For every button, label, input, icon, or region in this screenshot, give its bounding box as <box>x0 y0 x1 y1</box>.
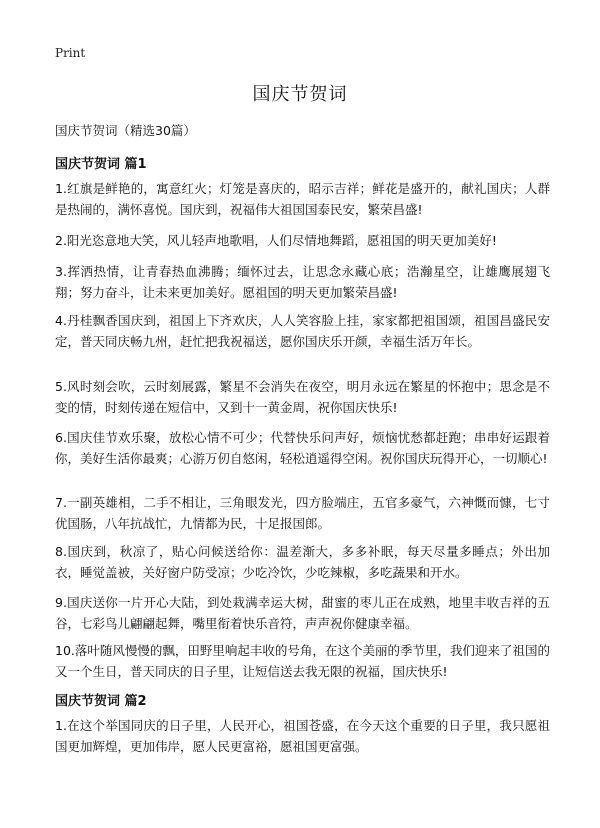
greeting-paragraph: 7.一副英雄相，二手不相让，三角眼发光，四方脸端庄，五官多豪气，六神慨而慷，七寸优国肠，八年抗战忙，九情都为民，十足报国郎。 <box>55 495 550 531</box>
greeting-paragraph: 10.落叶随风慢慢的飘，田野里响起丰收的号角，在这个美丽的季节里，我们迎来了祖国的又一个生日，普天同庆的日子里，让短信送去我无限的祝福，国庆快乐! <box>55 643 550 679</box>
document-subtitle: 国庆节贺词（精选30篇） <box>55 123 196 138</box>
greeting-paragraph: 9.国庆送你一片开心大陆，到处栽满幸运大树，甜蜜的枣儿正在成熟，地里丰收吉祥的五谷，七彩鸟儿翩翩起舞，嘴里衔着快乐音符，声声祝你健康幸福。 <box>55 595 550 631</box>
greeting-paragraph: 1.在这个举国同庆的日子里，人民开心，祖国苍盛，在今天这个重要的日子里，我只愿祖国更加辉煌，更加伟岸，愿人民更富裕，愿祖国更富强。 <box>55 718 550 754</box>
greeting-paragraph: 5.风时刻会吹，云时刻展露，繁星不会消失在夜空，明月永远在繁星的怀抱中；思念是不变的情，时刻传递在短信中，又到十一黄金周，祝你国庆快乐! <box>55 379 550 415</box>
print-link[interactable]: Print <box>55 46 86 60</box>
section-heading-2: 国庆节贺词 篇2 <box>55 694 147 709</box>
greeting-paragraph: 1.红旗是鲜艳的，寓意红火；灯笼是喜庆的，昭示吉祥；鲜花是盛开的，献礼国庆；人群是热闹的，满怀喜悦。国庆到，祝福伟大祖国国泰民安，繁荣昌盛! <box>55 181 550 217</box>
section-heading-1: 国庆节贺词 篇1 <box>55 157 147 172</box>
greeting-paragraph: 4.丹桂飘香国庆到，祖国上下齐欢庆，人人笑容脸上挂，家家都把祖国颂，祖国昌盛民安定，普天同庆畅九州，赶忙把我祝福送，愿你国庆乐开颜，幸福生活万年长。 <box>55 313 550 349</box>
greeting-paragraph: 2.阳光恣意地大笑，风儿轻声地歌唱，人们尽情地舞蹈，愿祖国的明天更加美好! <box>55 233 497 248</box>
greeting-paragraph: 6.国庆佳节欢乐聚，放松心情不可少；代替快乐问声好，烦恼忧愁都赶跑；串串好运跟着你，美好生活你最爽；心游万仞自悠闲，轻松逍遥得空闲。祝你国庆玩得开心，一切顺心! <box>55 430 550 466</box>
greeting-paragraph: 8.国庆到，秋凉了，贴心问候送给你：温差渐大，多多补眠，每天尽量多睡点；外出加衣，睡觉盖被，关好窗户防受凉；少吃冷饮，少吃辣椒，多吃蔬果和开水。 <box>55 544 550 580</box>
greeting-paragraph: 3.挥洒热情，让青春热血沸腾；缅怀过去，让思念永藏心底；浩瀚星空，让雄鹰展翅飞翔；努力奋斗，让未来更加美好。愿祖国的明天更加繁荣昌盛! <box>55 264 550 300</box>
page-title: 国庆节贺词 <box>252 84 348 105</box>
